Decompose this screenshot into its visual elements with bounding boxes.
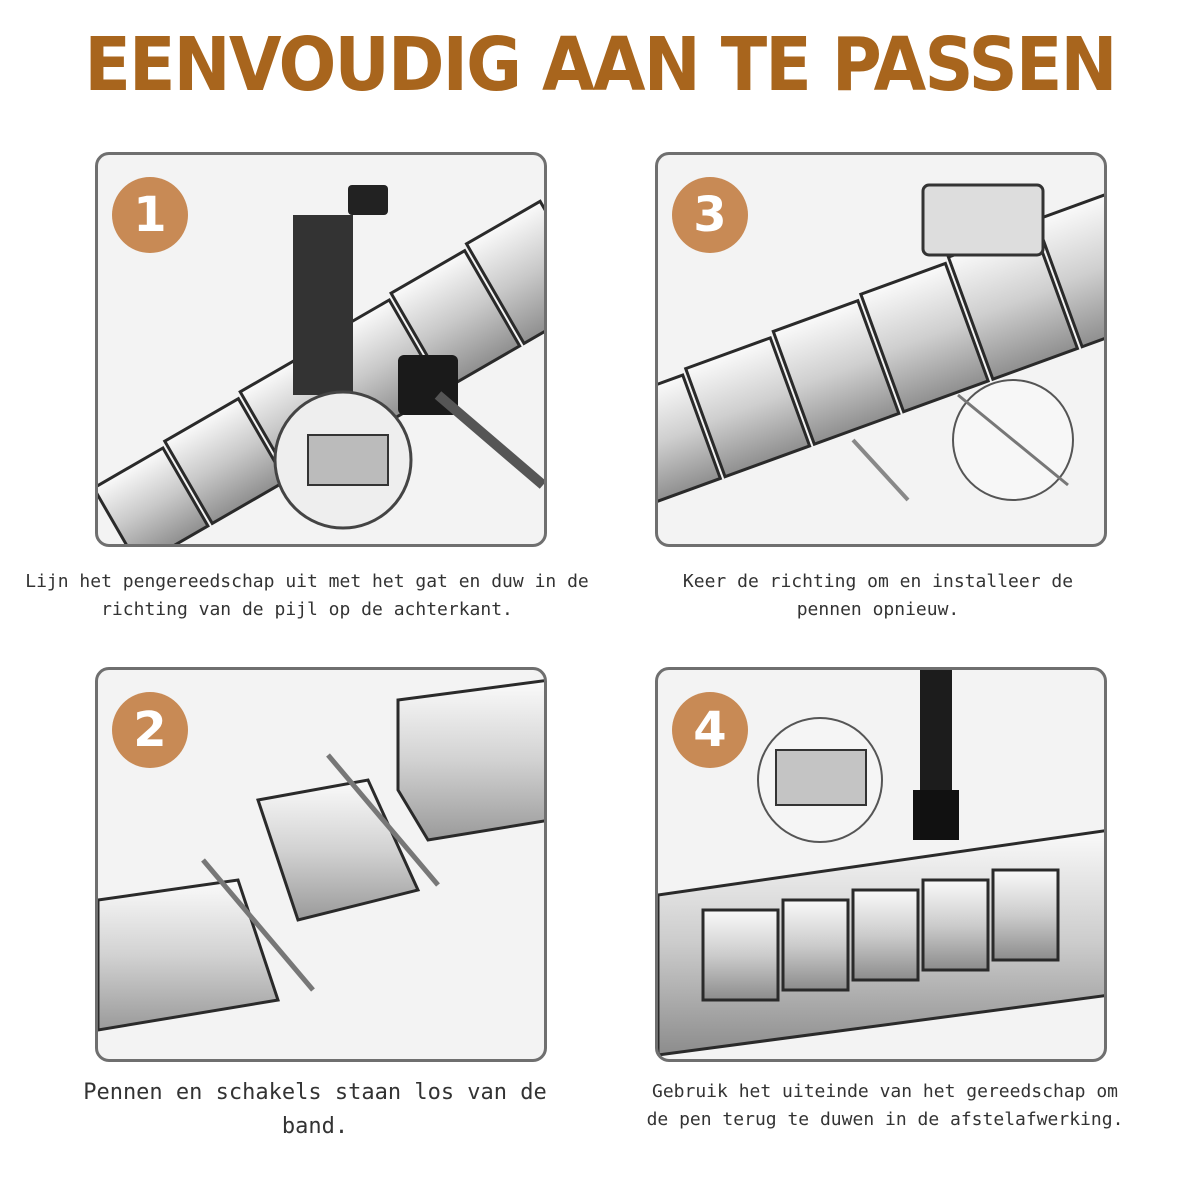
step-4-panel [655, 667, 1107, 1062]
step-2-badge: 2 [112, 692, 188, 768]
step-2-caption: Pennen en schakels staan los van de band. [83, 1080, 547, 1140]
step-3-badge: 3 [672, 177, 748, 253]
step-3-caption: Keer de richting om en installeer de pennen opnieuw. [682, 571, 1074, 620]
step-4-badge: 4 [672, 692, 748, 768]
step-4-caption: Gebruik het uiteinde van het gereedschap om de pen terug te duwen in de afstelafwerking. [646, 1081, 1124, 1130]
step-1-panel [95, 152, 547, 547]
step-1-badge: 1 [112, 177, 188, 253]
step-2-panel [95, 667, 547, 1062]
step-3-panel [655, 152, 1107, 547]
page-title: EENVOUDIG AAN TE PASSEN [84, 22, 1116, 108]
step-1-caption: Lijn het pengereedschap uit met het gat en duw in de richting van de pijl op de achterkant. [25, 571, 589, 620]
